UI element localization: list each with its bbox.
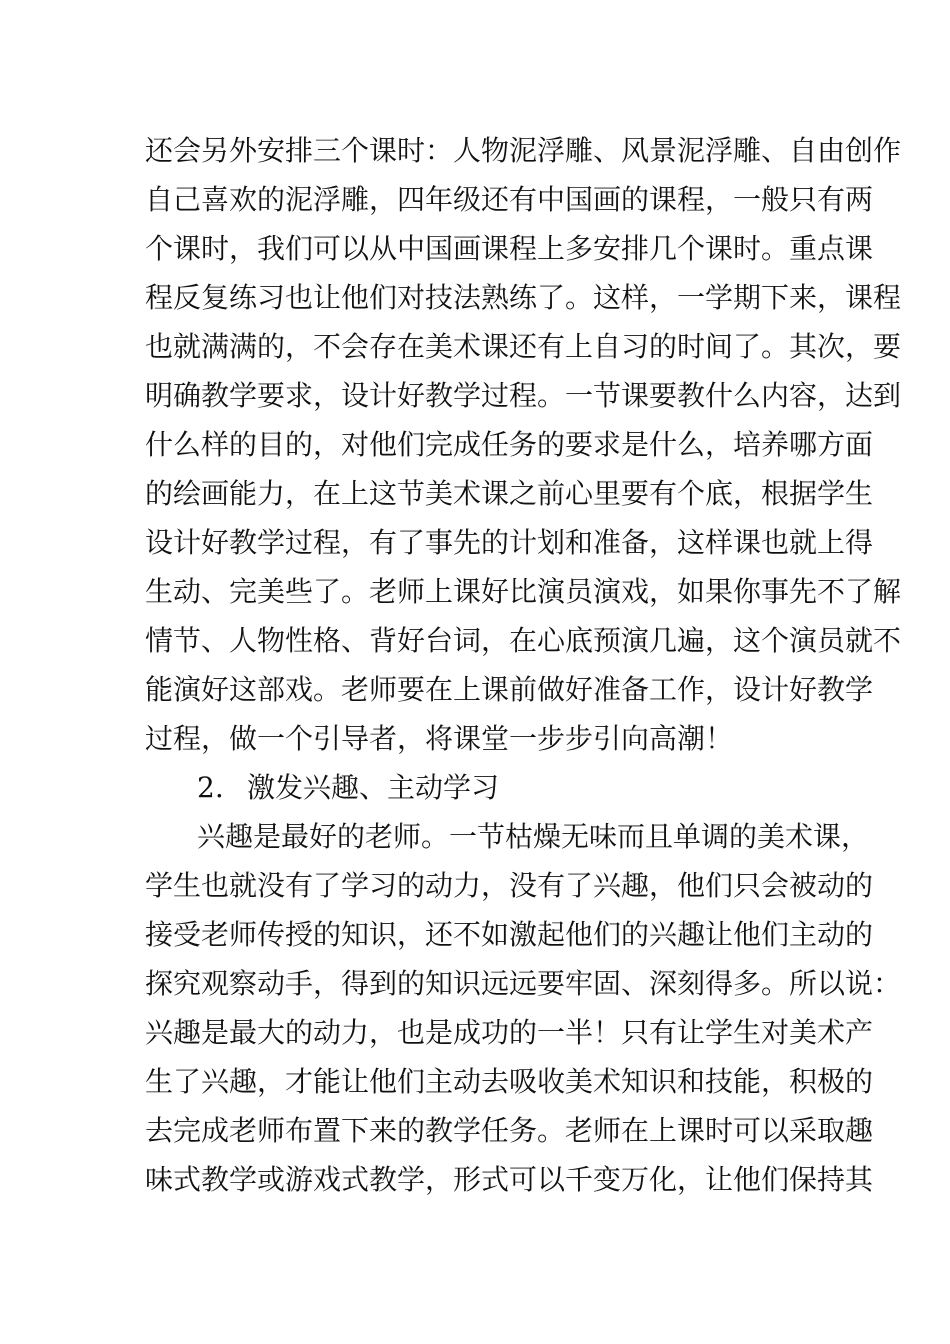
text-line: 探究观察动手，得到的知识远远要牢固、深刻得多。所以说：: [145, 967, 902, 1000]
text-line: 去完成老师布置下来的教学任务。老师在上课时可以采取趣: [145, 1114, 874, 1147]
text-line: 接受老师传授的知识，还不如激起他们的兴趣让他们主动的: [145, 918, 874, 951]
paragraph-first-line: 兴趣是最好的老师。一节枯燥无味而且单调的美术课，: [197, 820, 870, 853]
text-line: 生动、完美些了。老师上课好比演员演戏，如果你事先不了解: [145, 575, 902, 608]
text-line: 自己喜欢的泥浮雕，四年级还有中国画的课程，一般只有两: [145, 183, 874, 216]
text-line: 程反复练习也让他们对技法熟练了。这样，一学期下来，课程: [145, 281, 902, 314]
text-line: 明确教学要求，设计好教学过程。一节课要教什么内容，达到: [145, 379, 902, 412]
text-line: 能演好这部戏。老师要在上课前做好准备工作，设计好教学: [145, 673, 874, 706]
section-number: 2.: [197, 771, 224, 804]
text-line: 还会另外安排三个课时：人物泥浮雕、风景泥浮雕、自由创作: [145, 134, 902, 167]
text-line-last: 过程，做一个引导者，将课堂一步步引向高潮！: [145, 722, 734, 755]
text-line: 的绘画能力，在上这节美术课之前心里要有个底，根据学生: [145, 477, 874, 510]
section-heading: 激发兴趣、主动学习: [247, 771, 500, 804]
text-line: 情节、人物性格、背好台词，在心底预演几遍，这个演员就不: [145, 624, 902, 657]
text-line: 学生也就没有了学习的动力，没有了兴趣，他们只会被动的: [145, 869, 874, 902]
text-line: 设计好教学过程，有了事先的计划和准备，这样课也就上得: [145, 526, 874, 559]
text-line: 生了兴趣，才能让他们主动去吸收美术知识和技能，积极的: [145, 1065, 874, 1098]
text-line: 个课时，我们可以从中国画课程上多安排几个课时。重点课: [145, 232, 874, 265]
text-line: 也就满满的，不会存在美术课还有上自习的时间了。其次，要: [145, 330, 902, 363]
text-line: 什么样的目的，对他们完成任务的要求是什么，培养哪方面: [145, 428, 874, 461]
text-line: 味式教学或游戏式教学，形式可以千变万化，让他们保持其: [145, 1163, 874, 1196]
text-line: 兴趣是最大的动力，也是成功的一半！只有让学生对美术产: [145, 1016, 874, 1049]
